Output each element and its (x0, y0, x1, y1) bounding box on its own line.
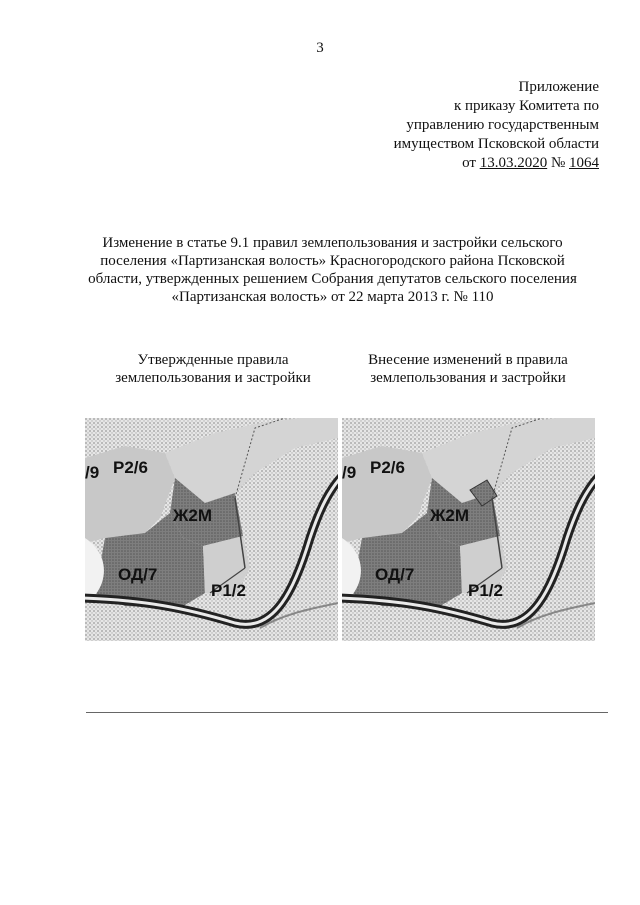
title-line-1: Изменение в статье 9.1 правил землепользования и застройки сельского (102, 235, 563, 251)
label-r12: Р1/2 (468, 581, 503, 600)
caption-right-line-1: Внесение изменений в правила (368, 352, 568, 368)
label-r26: Р2/6 (113, 458, 148, 477)
title-line-2: поселения «Партизанская волость» Красногородского района Псковской (100, 253, 565, 269)
appendix-line-1: Приложение (518, 79, 599, 95)
appendix-date-line (339, 154, 599, 173)
label-r9: /9 (342, 463, 357, 482)
appendix-header (339, 78, 599, 173)
label-odl: ОД/7 (375, 565, 415, 584)
label-r26: Р2/6 (370, 458, 405, 477)
footer-divider (86, 712, 608, 713)
caption-left-line-2: землепользования и застройки (115, 370, 311, 386)
number-sign: № (550, 155, 566, 171)
title-line-4: «Партизанская волость» от 22 марта 2013 г. № 110 (171, 289, 494, 305)
caption-approved-rules (83, 351, 343, 387)
order-date: 13.03.2020 (479, 155, 548, 171)
date-prefix: от (462, 155, 476, 171)
page-number: 3 (316, 40, 324, 56)
label-zh2m: Ж2М (430, 506, 469, 525)
map-approved-svg (85, 418, 338, 641)
appendix-line-3: управлению государственным (406, 117, 599, 133)
label-zh2m: Ж2М (173, 506, 212, 525)
caption-left-line-1: Утвержденные правила (137, 352, 289, 368)
map-changes (342, 418, 595, 641)
order-number: 1064 (569, 155, 599, 171)
appendix-line-4: имуществом Псковской области (393, 136, 599, 152)
appendix-line-2: к приказу Комитета по (453, 98, 599, 114)
caption-changes (338, 351, 598, 387)
label-odl: ОД/7 (118, 565, 158, 584)
caption-right-line-2: землепользования и застройки (370, 370, 566, 386)
label-r12: Р1/2 (211, 581, 246, 600)
label-r9: /9 (85, 463, 100, 482)
document-title (80, 234, 585, 306)
map-approved (85, 418, 338, 641)
map-changes-svg (342, 418, 595, 641)
title-line-3: области, утвержденных решением Собрания депутатов сельского поселения (88, 271, 577, 287)
